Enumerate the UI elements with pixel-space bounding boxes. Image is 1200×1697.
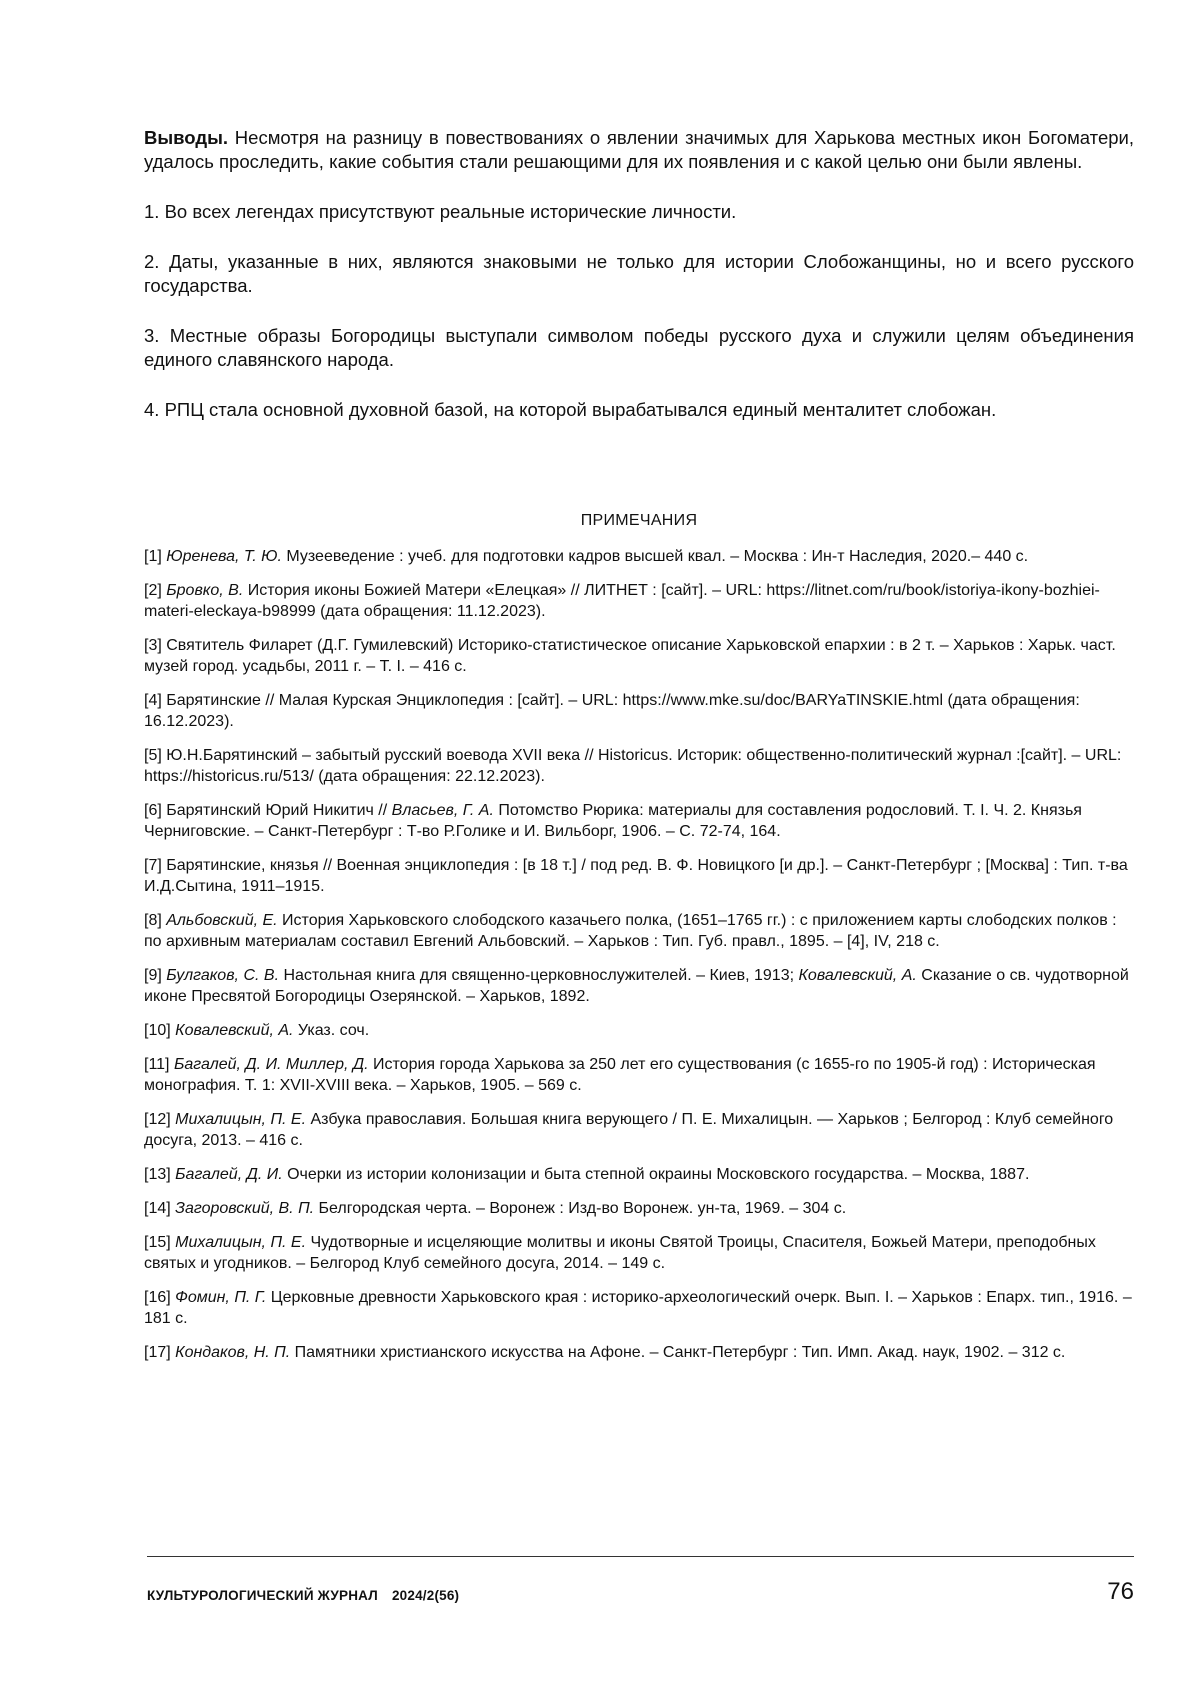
reference-text: Очерки из истории колонизации и быта степной окраины Московского государства. – Москва, 1887. xyxy=(282,1166,1030,1183)
journal-name: КУЛЬТУРОЛОГИЧЕСКИЙ ЖУРНАЛ xyxy=(147,1588,378,1603)
conclusions-section xyxy=(144,126,1134,448)
reference-item xyxy=(144,1342,1134,1363)
reference-item xyxy=(144,1109,1134,1151)
reference-text: Настольная книга для священно-церковнослужителей. – Киев, 1913; xyxy=(279,967,799,984)
reference-number: [6] xyxy=(144,802,167,819)
reference-item xyxy=(144,690,1134,732)
reference-item xyxy=(144,1020,1134,1041)
reference-item xyxy=(144,1232,1134,1274)
reference-author: Булгаков, С. В. xyxy=(166,967,280,984)
reference-author: Власьев, Г. А. xyxy=(391,802,494,819)
reference-item xyxy=(144,580,1134,622)
reference-text: Азбука православия. Большая книга верующего / П. Е. Михалицын. — Харьков ; Белгород : Клуб семейного досуга, 2013. – 416 с. xyxy=(144,1111,1114,1149)
reference-text: Святитель Филарет (Д.Г. Гумилевский) Историко-статистическое описание Харьковской епархии : в 2 т. – Харьков : Харьк. част. музей город. усадьбы, 2011 г. – Т. I. – 416 с. xyxy=(144,637,1116,675)
reference-item xyxy=(144,1054,1134,1096)
reference-number: [9] xyxy=(144,967,167,984)
reference-number: [11] xyxy=(144,1056,174,1073)
footer-divider xyxy=(147,1556,1134,1557)
reference-author: Ковалевский, А. xyxy=(798,967,917,984)
reference-item xyxy=(144,855,1134,897)
reference-text: Барятинские, князья // Военная энциклопедия : [в 18 т.] / под ред. В. Ф. Новицкого [и др.]. – Санкт-Петербург ; [Москва] : Тип. т-ва И.Д.Сытина, 1911–1915. xyxy=(144,857,1128,895)
reference-author: Багалей, Д. И. xyxy=(175,1166,283,1183)
reference-text: История города Харькова за 250 лет его существования (с 1655-го по 1905-й год) : Историческая монография. Т. 1: XVII-XVIII века. – Харьков, 1905. – 569 с. xyxy=(144,1056,1096,1094)
reference-number: [13] xyxy=(144,1166,176,1183)
reference-item xyxy=(144,1287,1134,1329)
reference-item xyxy=(144,635,1134,677)
reference-number: [1] xyxy=(144,548,167,565)
reference-author: Бровко, В. xyxy=(166,582,244,599)
conclusion-point: 2. Даты, указанные в них, являются знаковыми не только для истории Слобожанщины, но и всего русского государства. xyxy=(144,251,1134,296)
reference-item xyxy=(144,965,1134,1007)
reference-number: [15] xyxy=(144,1234,176,1251)
reference-text: Белгородская черта. – Воронеж : Изд-во Воронеж. ун-та, 1969. – 304 с. xyxy=(314,1200,847,1217)
reference-text: История иконы Божией Матери «Елецкая» // ЛИТНЕТ : [сайт]. – URL: https://litnet.com/ru/book/istoriya-ikony-bozhiei-materi-eleckaya-b98999 (дата обращения: 11.12.2023). xyxy=(144,582,1100,620)
reference-author: Ковалевский, А. xyxy=(175,1022,294,1039)
reference-text: Музееведение : учеб. для подготовки кадров высшей квал. – Москва : Ин-т Наследия, 2020.– 440 с. xyxy=(281,548,1029,565)
reference-number: [2] xyxy=(144,582,167,599)
reference-number: [10] xyxy=(144,1022,176,1039)
reference-text: Указ. соч. xyxy=(293,1022,370,1039)
reference-item xyxy=(144,546,1134,567)
conclusion-point: 4. РПЦ стала основной духовной базой, на которой вырабатывался единый менталитет слобожан. xyxy=(144,399,997,420)
reference-number: [16] xyxy=(144,1289,176,1306)
reference-text: Чудотворные и исцеляющие молитвы и иконы Святой Троицы, Спасителя, Божьей Матери, преподобных святых и угодников. – Белгород Клуб семейного досуга, 2014. – 149 с. xyxy=(144,1234,1096,1272)
reference-author: Альбовский, Е. xyxy=(166,912,278,929)
reference-item xyxy=(144,910,1134,952)
journal-issue: 2024/2(56) xyxy=(391,1588,460,1603)
reference-number: [7] xyxy=(144,857,167,874)
reference-text: Потомство Рюрика: материалы для составления родословий. Т. I. Ч. 2. Князья Черниговские. – Санкт-Петербург : Т-во Р.Голике и И. Вильборг, 1906. – С. 72-74, 164. xyxy=(144,802,1082,840)
reference-number: [8] xyxy=(144,912,167,929)
reference-item xyxy=(144,745,1134,787)
reference-prefix: Барятинский Юрий Никитич // xyxy=(166,802,392,819)
reference-author: Кондаков, Н. П. xyxy=(175,1344,291,1361)
reference-item xyxy=(144,800,1134,842)
footer-journal xyxy=(147,1588,459,1603)
reference-number: [12] xyxy=(144,1111,176,1128)
reference-text: Ю.Н.Барятинский – забытый русский воевода XVII века // Historicus. Историк: общественно-политический журнал :[сайт]. – URL: https://historicus.ru/513/ (дата обращения: 22.12.2023). xyxy=(144,747,1122,785)
conclusions-intro-text: Несмотря на разницу в повествованиях о явлении значимых для Харькова местных икон Богоматери, удалось проследить, какие события стали решающими для их появления и с какой целью они были явлены. xyxy=(144,127,1134,172)
notes-title: ПРИМЕЧАНИЯ xyxy=(580,512,698,529)
reference-author: Багалей, Д. И. Миллер, Д. xyxy=(173,1056,369,1073)
reference-author: Юренева, Т. Ю. xyxy=(166,548,282,565)
reference-item xyxy=(144,1198,1134,1219)
reference-item xyxy=(144,1164,1134,1185)
reference-number: [3] xyxy=(144,637,167,654)
references-list xyxy=(144,546,1134,1376)
reference-text: Барятинские // Малая Курская Энциклопедия : [сайт]. – URL: https://www.mke.su/doc/BARYaTINSKIE.html (дата обращения: 16.12.2023). xyxy=(144,692,1080,730)
reference-author: Фомин, П. Г. xyxy=(175,1289,267,1306)
reference-text: Церковные древности Харьковского края : историко-археологический очерк. Вып. I. – Харьков : Епарх. тип., 1916. – 181 с. xyxy=(144,1289,1132,1327)
reference-text: Памятники христианского искусства на Афоне. – Санкт-Петербург : Тип. Имп. Акад. наук, 1902. – 312 с. xyxy=(290,1344,1066,1361)
reference-text: Сказание о св. чудотворной иконе Пресвятой Богородицы Озерянской. – Харьков, 1892. xyxy=(144,967,1129,1005)
reference-author: Загоровский, В. П. xyxy=(175,1200,315,1217)
reference-number: [5] xyxy=(144,747,167,764)
conclusions-intro xyxy=(144,126,1134,174)
reference-number: [4] xyxy=(144,692,167,709)
reference-number: [17] xyxy=(144,1344,176,1361)
conclusions-lead: Выводы. xyxy=(144,127,229,148)
reference-author: Михалицын, П. Е. xyxy=(175,1234,307,1251)
reference-number: [14] xyxy=(144,1200,176,1217)
conclusion-point: 3. Местные образы Богородицы выступали символом победы русского духа и служили целям объединения единого славянского народа. xyxy=(144,325,1134,370)
reference-text: История Харьковского слободского казачьего полка, (1651–1765 гг.) : с приложением карты слободских полков : по архивным материалам составил Евгений Альбовский. – Харьков : Тип. Губ. правл., 1895. – [4], IV, 218 с. xyxy=(144,912,1117,950)
reference-author: Михалицын, П. Е. xyxy=(175,1111,307,1128)
conclusion-point: 1. Во всех легендах присутствуют реальные исторические личности. xyxy=(144,201,737,222)
page-number: 76 xyxy=(1107,1578,1134,1605)
